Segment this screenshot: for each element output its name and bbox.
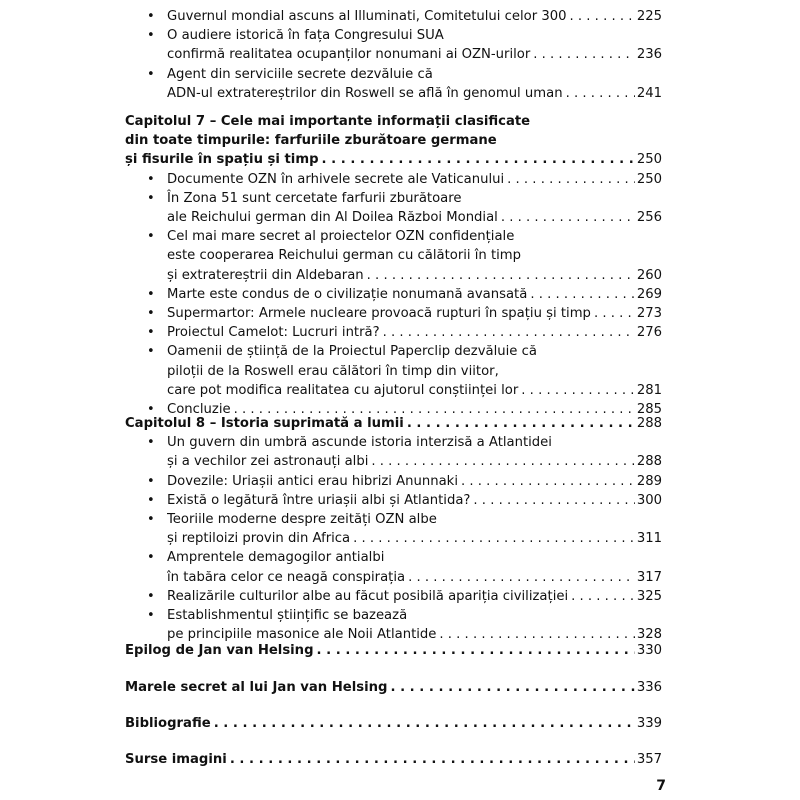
dot-leader bbox=[319, 150, 635, 169]
bullet-icon: • bbox=[147, 190, 155, 206]
dot-leader bbox=[591, 304, 635, 323]
toc-entry-line[interactable] bbox=[167, 304, 662, 323]
toc-entry-text: este cooperarea Reichului german cu călătorii în timp bbox=[167, 248, 522, 264]
toc-entry-text: Supermartor: Armele nucleare provoacă rupturi în spațiu și timp bbox=[167, 306, 591, 321]
toc-entry-text: Există o legătură între uriașii albi și Atlantida? bbox=[167, 492, 471, 508]
toc-entry-line[interactable] bbox=[167, 26, 662, 45]
toc-entry-page: 328 bbox=[636, 627, 662, 643]
toc-entry-page: 241 bbox=[636, 85, 662, 101]
toc-entry-page: 325 bbox=[636, 588, 662, 604]
toc-entry-line[interactable] bbox=[167, 208, 662, 227]
bullet-icon: • bbox=[147, 306, 155, 321]
bullet-icon: • bbox=[147, 325, 155, 341]
toc-entry-text: ADN-ul extratereștrilor din Roswell se află în genomul uman bbox=[167, 85, 563, 101]
chapter-title-line[interactable] bbox=[125, 414, 662, 433]
chapter-title-line[interactable] bbox=[125, 131, 662, 150]
toc-entry-text: în tabăra celor ce neagă conspirația bbox=[167, 569, 406, 585]
page-number: 7 bbox=[656, 778, 666, 794]
dot-leader bbox=[211, 714, 635, 733]
toc-entry-text: piloții de la Roswell erau călători în timp din viitor, bbox=[167, 363, 499, 379]
toc-entry-page: 289 bbox=[636, 473, 662, 489]
dot-leader bbox=[530, 45, 635, 64]
toc-entry-line[interactable] bbox=[167, 472, 662, 491]
toc-entry-text: Realizările culturilor albe au făcut posibilă apariția civilizației bbox=[167, 588, 569, 604]
bullet-icon: • bbox=[147, 435, 155, 451]
toc-entry-line[interactable] bbox=[167, 606, 662, 625]
chapter-title: din toate timpurile: farfuriile zburătoare germane bbox=[125, 133, 497, 149]
toc-entry-line[interactable] bbox=[167, 266, 662, 285]
toc-entry-text: și extratereștrii din Aldebaran bbox=[167, 267, 364, 283]
chapter-title: și fisurile în spațiu și timp bbox=[125, 152, 319, 168]
toc-entry-text: Dovezile: Uriașii antici erau hibrizi Anunnaki bbox=[167, 473, 458, 489]
chapter-title: Marele secret al lui Jan van Helsing bbox=[125, 680, 388, 695]
bullet-icon: • bbox=[147, 550, 155, 566]
toc-entry-line[interactable] bbox=[167, 568, 662, 587]
toc-entry-page: 281 bbox=[636, 382, 662, 398]
toc-entry-page: 236 bbox=[636, 47, 662, 63]
dot-leader bbox=[568, 587, 635, 606]
toc-entry-line[interactable] bbox=[167, 45, 662, 64]
dot-leader bbox=[350, 529, 635, 548]
toc-entry-page: 285 bbox=[636, 402, 662, 417]
toc-entry-page: 225 bbox=[636, 9, 662, 24]
toc-entry-page: 273 bbox=[636, 306, 662, 321]
toc-entry-page: 256 bbox=[636, 210, 662, 225]
toc-entry-line[interactable] bbox=[167, 65, 662, 84]
toc-entry-text: Un guvern din umbră ascunde istoria interzisă a Atlantidei bbox=[167, 435, 552, 451]
toc-entry-text: În Zona 51 sunt cercetate farfurii zburătoare bbox=[167, 190, 462, 206]
bullet-icon: • bbox=[147, 402, 155, 417]
toc-entry-text: Marte este condus de o civilizație nonumană avansată bbox=[167, 286, 528, 302]
chapter-page-number: 250 bbox=[636, 152, 662, 168]
chapter-title-line[interactable] bbox=[125, 714, 662, 733]
toc-entry-text: confirmă realitatea ocupanților nonumani ai OZN-urilor bbox=[167, 47, 531, 63]
toc-entry-page: 317 bbox=[636, 569, 662, 585]
chapter-title-line[interactable] bbox=[125, 678, 662, 697]
toc-entry-text: care pot modifica realitatea cu ajutorul conștiinței lor bbox=[167, 382, 519, 398]
toc-entry-text: Concluzie bbox=[167, 402, 231, 417]
bullet-icon: • bbox=[147, 492, 155, 508]
toc-entry-line[interactable] bbox=[167, 362, 662, 381]
chapter-title: Capitolul 8 – Istoria suprimată a lumii bbox=[125, 416, 404, 431]
chapter-page-number: 288 bbox=[636, 416, 662, 431]
toc-entry-line[interactable] bbox=[167, 246, 662, 265]
dot-leader bbox=[470, 491, 634, 510]
toc-entry-text: Cel mai mare secret al proiectelor OZN confidențiale bbox=[167, 229, 515, 245]
chapter-page-number: 336 bbox=[636, 680, 662, 695]
toc-entry-line[interactable] bbox=[167, 7, 662, 26]
toc-entry-text: ale Reichului german din Al Doilea Război Mondial bbox=[167, 210, 498, 225]
bullet-icon: • bbox=[147, 608, 155, 623]
chapter-title-line[interactable] bbox=[125, 150, 662, 169]
toc-entry-line[interactable] bbox=[167, 433, 662, 452]
bullet-icon: • bbox=[147, 588, 155, 604]
dot-leader bbox=[527, 285, 635, 304]
toc-entry-line[interactable] bbox=[167, 170, 662, 189]
bullet-icon: • bbox=[147, 28, 155, 44]
chapter-title: Capitolul 7 – Cele mai importante informații clasificate bbox=[125, 114, 531, 129]
toc-entry-line[interactable] bbox=[167, 381, 662, 400]
toc-entry-text: O audiere istorică în fața Congresului SUA bbox=[167, 28, 444, 44]
chapter-title: Surse imagini bbox=[125, 752, 227, 767]
bullet-icon: • bbox=[147, 286, 155, 302]
toc-entry-text: Guvernul mondial ascuns al Illuminati, Comitetului celor 300 bbox=[167, 9, 567, 24]
dot-leader bbox=[405, 568, 635, 587]
toc-entry-line[interactable] bbox=[167, 285, 662, 304]
bullet-icon: • bbox=[147, 229, 155, 245]
dot-leader bbox=[368, 452, 634, 471]
toc-entry-line[interactable] bbox=[167, 491, 662, 510]
toc-entry-page: 260 bbox=[636, 267, 662, 283]
toc-entry-text: și a vechilor zei astronauți albi bbox=[167, 454, 369, 470]
toc-entry-page: 300 bbox=[636, 492, 662, 508]
toc-entry-line[interactable] bbox=[167, 510, 662, 529]
toc-entry-text: și reptiloizi provin din Africa bbox=[167, 531, 351, 547]
toc-entry-line[interactable] bbox=[167, 342, 662, 361]
dot-leader bbox=[504, 170, 635, 189]
dot-leader bbox=[518, 381, 635, 400]
chapter-title-line[interactable] bbox=[125, 750, 662, 769]
toc-entry-line[interactable] bbox=[167, 227, 662, 246]
dot-leader bbox=[404, 414, 635, 433]
toc-entry-text: Proiectul Camelot: Lucruri intră? bbox=[167, 325, 380, 341]
chapter-title-line[interactable] bbox=[125, 641, 662, 660]
dot-leader bbox=[380, 323, 635, 342]
toc-entry-line[interactable] bbox=[167, 84, 662, 103]
toc-entry-page: 269 bbox=[636, 286, 662, 302]
chapter-title: Epilog de Jan van Helsing bbox=[125, 643, 314, 658]
toc-entry-page: 250 bbox=[636, 171, 662, 187]
dot-leader bbox=[387, 678, 634, 697]
dot-leader bbox=[563, 84, 635, 103]
bullet-icon: • bbox=[147, 171, 155, 187]
toc-entry-page: 311 bbox=[636, 531, 662, 547]
dot-leader bbox=[498, 208, 635, 227]
toc-entry-line[interactable] bbox=[167, 189, 662, 208]
chapter-page-number: 330 bbox=[636, 643, 662, 658]
bullet-icon: • bbox=[147, 473, 155, 489]
toc-entry-text: Oamenii de știință de la Proiectul Paperclip dezvăluie că bbox=[167, 344, 537, 360]
dot-leader bbox=[458, 472, 635, 491]
toc-entry-text: pe principiile masonice ale Noii Atlantide bbox=[167, 627, 437, 643]
toc-entry-text: Documente OZN în arhivele secrete ale Vaticanului bbox=[167, 171, 505, 187]
toc-entry-text: Agent din serviciile secrete dezvăluie că bbox=[167, 66, 433, 82]
chapter-page-number: 357 bbox=[636, 752, 662, 767]
bullet-icon: • bbox=[147, 9, 155, 24]
bullet-icon: • bbox=[147, 344, 155, 360]
toc-entry-line[interactable] bbox=[167, 452, 662, 471]
chapter-page-number: 339 bbox=[636, 716, 662, 731]
dot-leader bbox=[364, 266, 635, 285]
toc-entry-text: Teoriile moderne despre zeități OZN albe bbox=[167, 512, 437, 527]
dot-leader bbox=[227, 750, 635, 769]
chapter-title: Bibliografie bbox=[125, 716, 211, 731]
toc-entry-line[interactable] bbox=[167, 529, 662, 548]
toc-entry-text: Amprentele demagogilor antialbi bbox=[167, 550, 385, 566]
toc-entry-line[interactable] bbox=[167, 548, 662, 567]
toc-entry-line[interactable] bbox=[167, 587, 662, 606]
bullet-icon: • bbox=[147, 512, 155, 527]
toc-entry-text: Establishmentul științific se bazează bbox=[167, 608, 408, 623]
toc-entry-line[interactable] bbox=[167, 323, 662, 342]
bullet-icon: • bbox=[147, 66, 155, 82]
chapter-title-line[interactable] bbox=[125, 112, 662, 131]
toc-entry-page: 288 bbox=[636, 454, 662, 470]
dot-leader bbox=[567, 7, 635, 26]
toc-entry-page: 276 bbox=[636, 325, 662, 341]
dot-leader bbox=[314, 641, 635, 660]
